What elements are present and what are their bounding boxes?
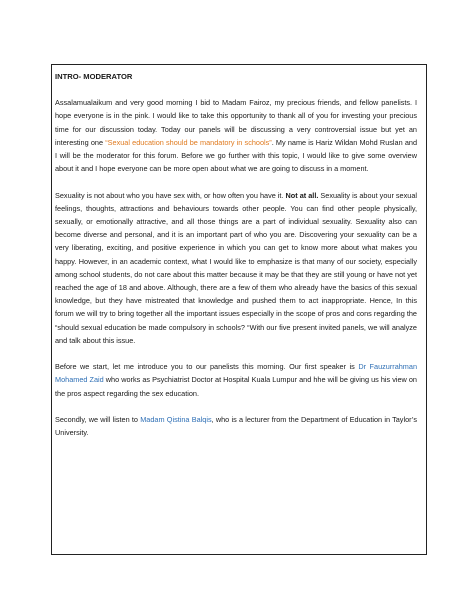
paragraph-sexuality-text-end: Sexuality is about your sexual feelings, thoughts, attractions and behaviours towards other people. You can find other people physically, sexually, or emotionally attractive, and all those things are a part of individual sexuality. Sexuality also can become diverse and personal, and it is an important part of who you are. Discovering your sexuality can be a very liberating, exciting, and positive experience in which you can get to know more about what makes you happy. However, in an academic context, what I would like to emphasize is that many of our society, especially among school students, do not care about this matter because it may be that they are still young or have not yet reached the age of 18 and above. Although, there are a few of them who already have the basics of this sexual knowledge, but they have mistreated that knowledge and pushed them to act inappropriate. Hence, In this forum we will try to bring together all the important issues especially in the scope of pros and cons regarding the “should sexual education be made compulsory in schools? “With our five present invited panels, we will analyze and talk about this issue. xyxy=(55,190,417,345)
paragraph-sexuality-text-start: Sexuality is not about who you have sex with, or how often you have it. xyxy=(55,190,286,200)
paragraph-first-speaker-text-start: Before we start, let me introduce you to our panelists this morning. Our first speaker is xyxy=(55,362,359,372)
paragraph-greeting-text-start: Assalamualaikum and very good morning I bid to Madam Fairoz, my precious friends, and fellow panelists. I hope everyone is in the pink. I would like to take this opportunity to thank all of you for investing your precious time for our discussion today. Today our panels will be discussing a very controversial issue but yet an interesting one xyxy=(55,98,417,147)
paragraph-sexuality-overview xyxy=(55,189,417,347)
paragraph-second-speaker xyxy=(55,413,417,439)
second-speaker-name: Madam Qistina Balqis xyxy=(140,415,212,425)
document-title: INTRO- MODERATOR xyxy=(55,72,133,81)
paragraph-greeting-text-end: . My name is Hariz Wildan Mohd Ruslan and I will be the moderator for this forum. Before we go further with this topic, I would like to give some overview about it and I hope everyone can be more open about what we are going to discuss in a moment. xyxy=(55,137,417,174)
paragraph-first-speaker xyxy=(55,360,417,400)
paragraph-first-speaker-text-end: who works as Psychiatrist Doctor at Hospital Kuala Lumpur and hhe will be giving us his view on the pros aspect regarding the sex education. xyxy=(55,375,417,398)
paragraph-second-speaker-text-end: , who is a lecturer from the Department of Education in Taylor’s University. xyxy=(55,415,417,438)
forum-topic-highlight: “Sexual education should be mandatory in schools” xyxy=(105,137,272,147)
document-content xyxy=(55,70,417,453)
paragraph-greeting xyxy=(55,96,417,175)
first-speaker-name: Dr Fauzurrahman Mohamed Zaid xyxy=(55,362,417,385)
emphasis-not-at-all: Not at all. xyxy=(285,190,319,200)
paragraph-second-speaker-text-start: Secondly, we will listen to xyxy=(55,415,141,425)
